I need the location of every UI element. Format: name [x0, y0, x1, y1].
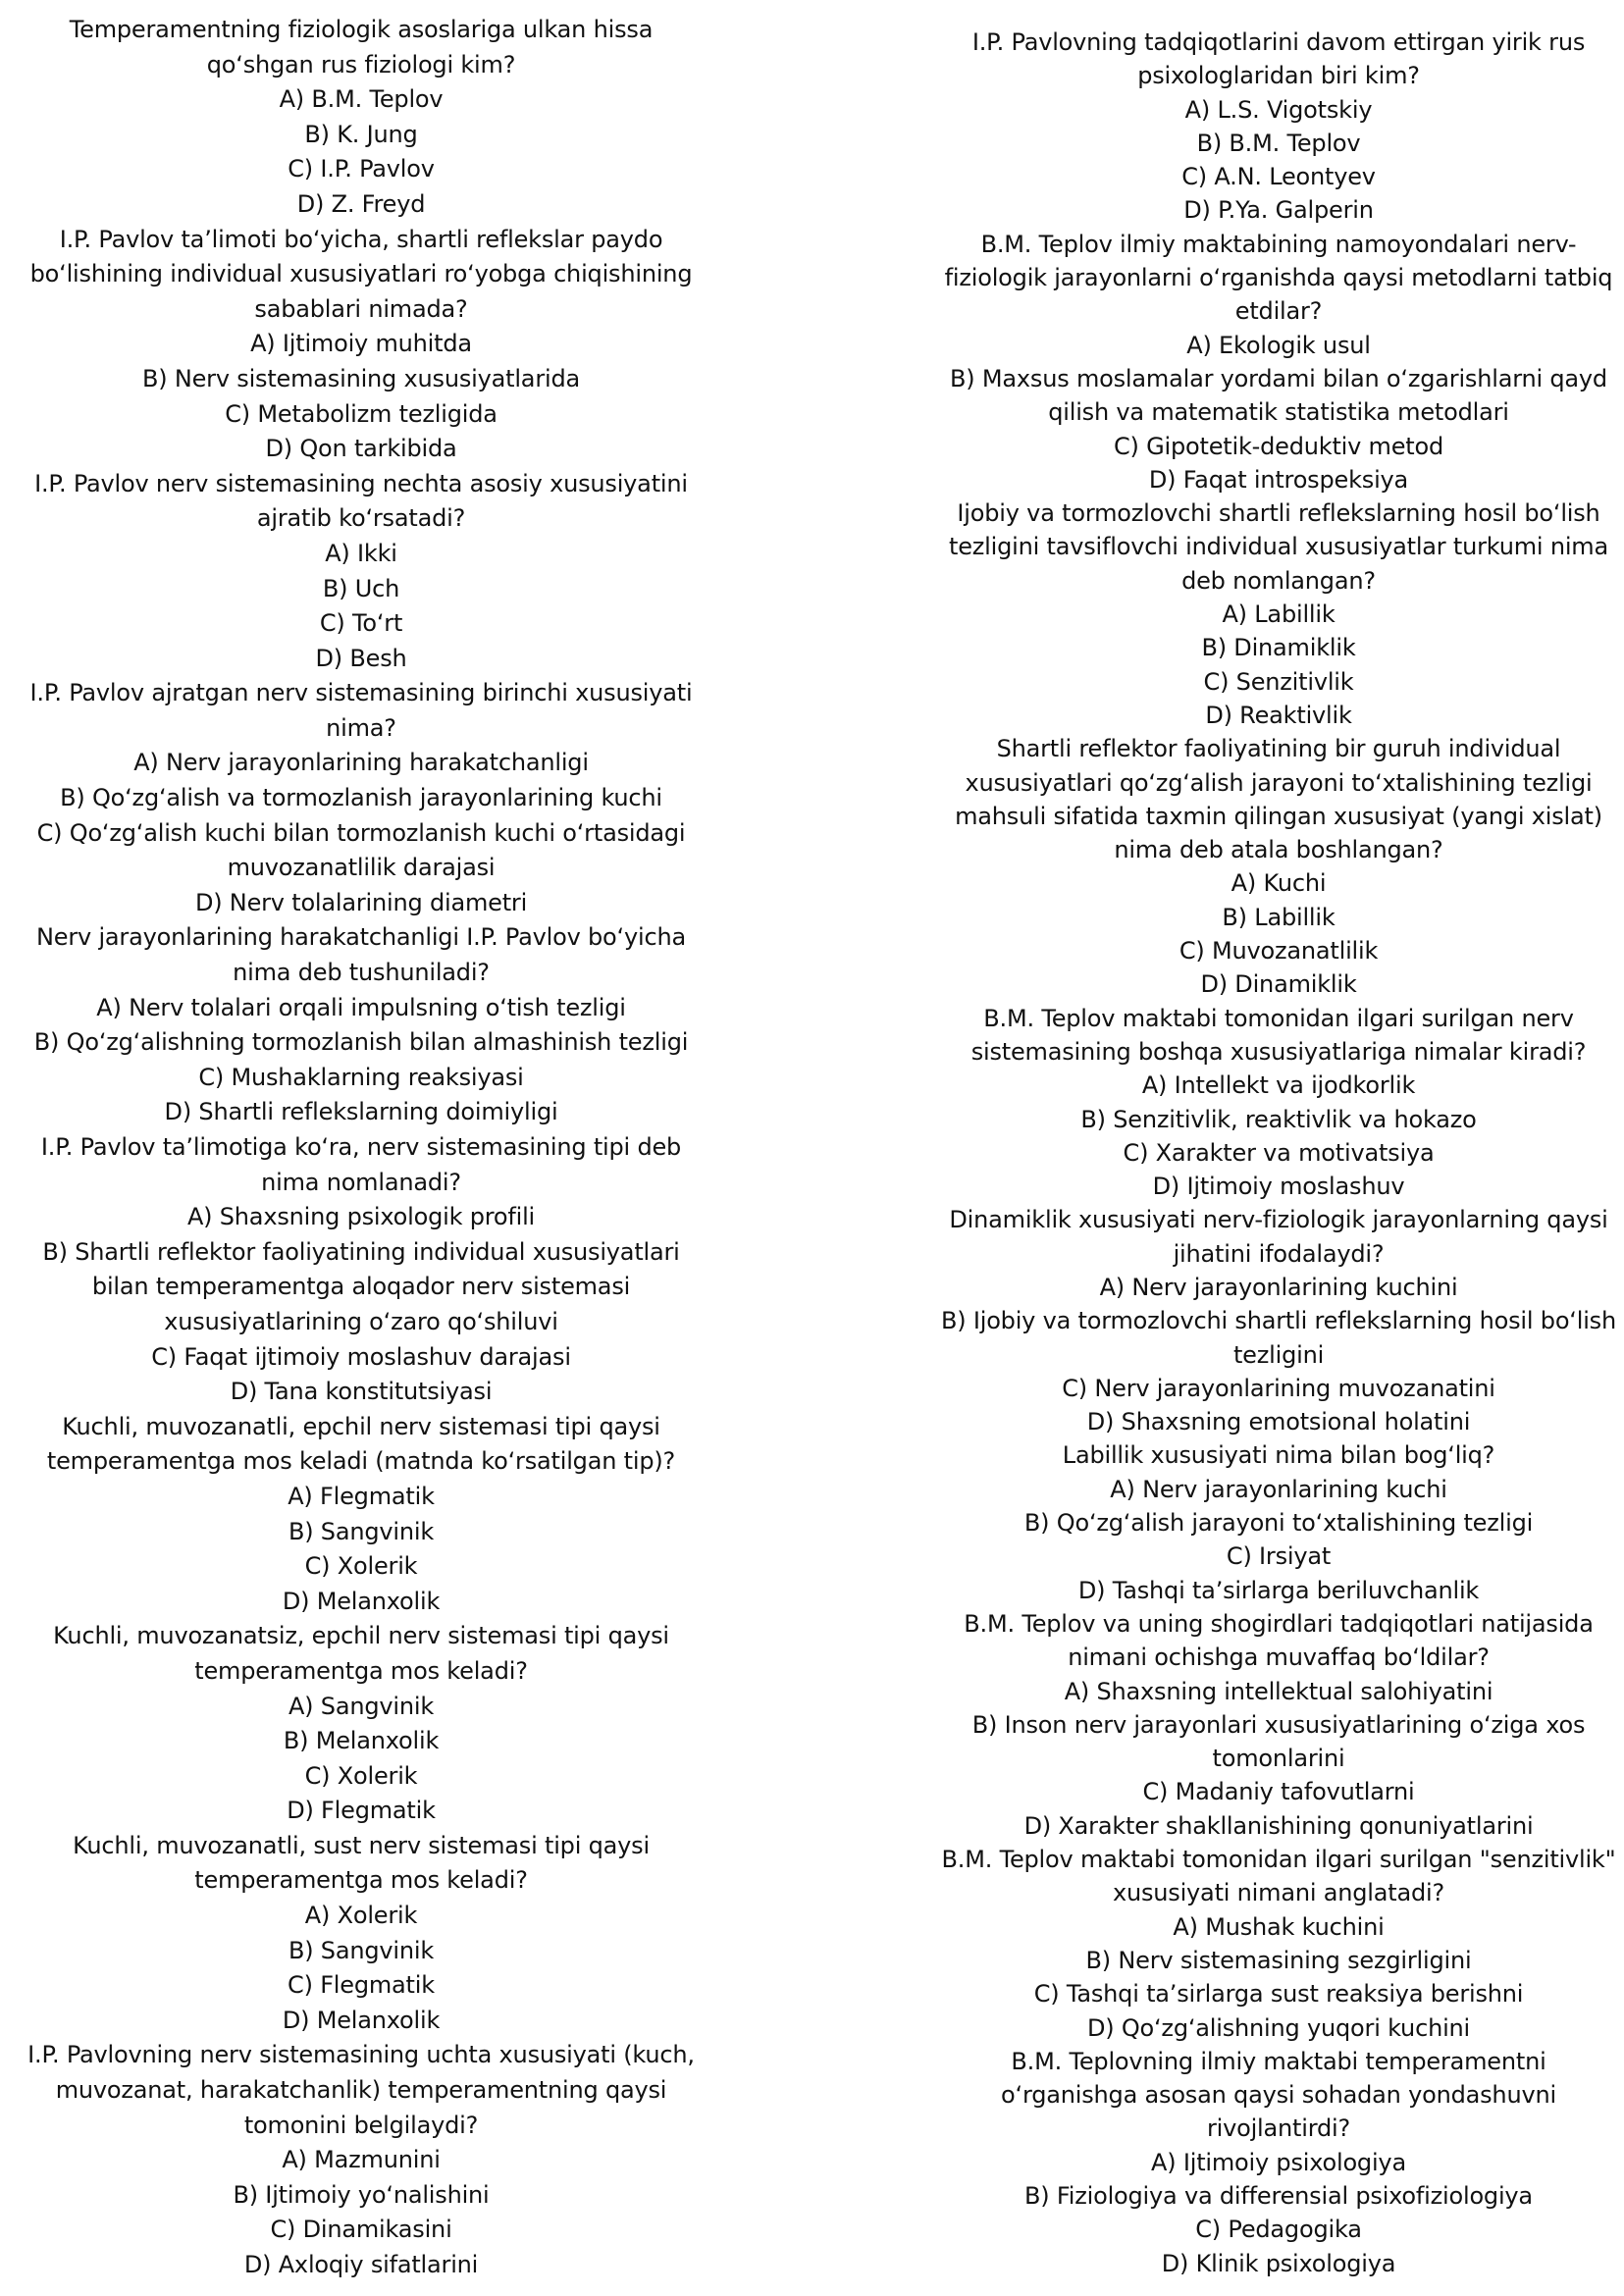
question-block — [940, 2045, 1617, 2280]
answer-option: D) Melanxolik — [282, 1587, 441, 1615]
answer-option: C) To‘rt — [319, 609, 403, 638]
question-block — [940, 26, 1617, 228]
answer-option: A) Nerv jarayonlarining kuchini — [1099, 1273, 1458, 1301]
question-text: Labillik xususiyati nima bilan bog‘liq? — [1062, 1441, 1495, 1470]
question-block — [940, 228, 1617, 496]
answer-option: D) Faqat introspeksiya — [1148, 465, 1409, 494]
question-text: Dinamiklik xususiyati nerv-fiziologik jarayonlarning qaysi jihatini ifodalaydi? — [949, 1206, 1608, 1268]
answer-option: C) Senzitivlik — [1203, 667, 1354, 696]
answer-option: A) L.S. Vigotskiy — [1184, 95, 1373, 124]
question-block — [18, 2038, 705, 2282]
answer-option: B) Qo‘zg‘alish jarayoni to‘xtalishining tezligi — [1023, 1509, 1534, 1538]
answer-option: B) Dinamiklik — [1201, 634, 1356, 662]
answer-option: C) Pedagogika — [1195, 2216, 1362, 2244]
answer-option: B) Ijobiy va tormozlovchi shartli reflekslarning hosil bo‘lish tezligini — [940, 1307, 1616, 1369]
answer-option: A) Kuchi — [1231, 869, 1327, 898]
answer-option: D) Ijtimoiy moslashuv — [1152, 1173, 1405, 1201]
answer-option: B) Sangvinik — [288, 1936, 435, 1964]
answer-option: C) Xolerik — [304, 1761, 418, 1790]
answer-option: B) B.M. Teplov — [1196, 129, 1361, 157]
question-text: B.M. Teplov maktabi tomonidan ilgari surilgan "senzitivlik" xususiyati nimani anglatadi? — [941, 1846, 1616, 1907]
answer-option: D) Xarakter shakllanishining qonuniyatlarini — [1023, 1811, 1534, 1840]
question-text: I.P. Pavlovning nerv sistemasining uchta xususiyati (kuch, muvozanat, harakatchanlik) temperamentning qaysi tomonini belgilaydi? — [27, 2041, 695, 2139]
answer-option: C) Muvozanatlilik — [1179, 937, 1379, 965]
answer-option: B) Sangvinik — [288, 1517, 435, 1545]
question-block — [18, 1619, 705, 1829]
right-question-column — [940, 0, 1617, 2280]
answer-option: B) Maxsus moslamalar yordami bilan o‘zgarishlarni qayd qilish va matematik statistika metodlari — [950, 364, 1607, 427]
answer-option: A) Nerv jarayonlarining harakatchanligi — [133, 749, 589, 777]
question-block — [940, 1203, 1617, 1438]
question-text: I.P. Pavlov ta’limoti bo‘yicha, shartli reflekslar paydo bo‘lishining individual xususiyatlari ro‘yobga chiqishining sabablari nimada? — [29, 225, 693, 323]
answer-option: D) Qo‘zg‘alishning yuqori kuchini — [1086, 2013, 1471, 2042]
answer-option: B) Uch — [322, 574, 400, 602]
question-block — [18, 1410, 705, 1620]
answer-option: B) Melanxolik — [283, 1727, 440, 1755]
answer-option: C) Metabolizm tezligida — [225, 399, 498, 428]
answer-option: C) Irsiyat — [1226, 1542, 1332, 1571]
answer-option: A) Shaxsning intellektual salohiyatini — [1064, 1677, 1493, 1705]
question-text: I.P. Pavlov nerv sistemasining nechta asosiy xususiyatini ajratib ko‘rsatadi? — [34, 469, 688, 533]
answer-option: B) Fiziologiya va differensial psixofiziologiya — [1024, 2182, 1533, 2210]
answer-option: B) Ijtimoiy yo‘nalishini — [233, 2180, 490, 2209]
question-block — [940, 1843, 1617, 2045]
answer-option: D) Besh — [315, 644, 407, 672]
answer-option: D) Tana konstitutsiyasi — [230, 1378, 493, 1406]
question-block — [18, 1829, 705, 2039]
answer-option: A) Labillik — [1222, 600, 1336, 629]
question-block — [940, 1607, 1617, 1843]
answer-option: D) Z. Freyd — [296, 189, 426, 218]
answer-option: D) P.Ya. Galperin — [1183, 196, 1374, 225]
answer-option: C) Gipotetik-deduktiv metod — [1113, 432, 1444, 460]
question-text: I.P. Pavlovning tadqiqotlarini davom ettirgan yirik rus psixologlaridan biri kim? — [971, 28, 1586, 90]
answer-option: A) Mushak kuchini — [1173, 1912, 1385, 1941]
question-block — [18, 920, 705, 1130]
answer-option: A) Shaxsning psixologik profili — [186, 1203, 536, 1231]
answer-option: C) Mushaklarning reaksiyasi — [198, 1063, 524, 1091]
answer-option: D) Reaktivlik — [1205, 701, 1352, 729]
question-text: I.P. Pavlov ta’limotiga ko‘ra, nerv sistemasining tipi deb nima nomlanadi? — [40, 1133, 682, 1196]
answer-option: D) Tashqi ta’sirlarga beriluvchanlik — [1077, 1576, 1480, 1604]
answer-option: A) Intellekt va ijodkorlik — [1141, 1071, 1416, 1100]
answer-option: A) Mazmunini — [282, 2146, 441, 2174]
answer-option: B) K. Jung — [304, 120, 418, 148]
answer-option: A) B.M. Teplov — [279, 85, 444, 114]
answer-option: D) Qon tarkibida — [265, 435, 457, 463]
answer-option: C) Tashqi ta’sirlarga sust reaksiya berishni — [1033, 1980, 1524, 2009]
question-block — [940, 1002, 1617, 1204]
answer-option: A) Ekologik usul — [1186, 331, 1371, 359]
answer-option: A) Ikki — [325, 539, 397, 567]
question-block — [18, 13, 705, 223]
question-block — [940, 1438, 1617, 1606]
answer-option: D) Axloqiy sifatlarini — [243, 2251, 479, 2278]
answer-option: B) Shartli reflektor faoliyatining individual xususiyatlari bilan temperamentga aloqador nerv sistemasi xususiyatlarining o‘zaro qo‘shiluvi — [42, 1237, 680, 1335]
answer-option: B) Labillik — [1222, 903, 1336, 931]
answer-option: D) Shaxsning emotsional holatini — [1086, 1408, 1471, 1436]
question-text: B.M. Teplovning ilmiy maktabi temperamentni o‘rganishga asosan qaysi sohadan yondashuvni rivojlantirdi? — [1001, 2047, 1556, 2143]
question-text: Shartli reflektor faoliyatining bir guruh individual xususiyatlari qo‘zg‘alish jarayoni to‘xtalishining tezligi mahsuli sifatida taxmin qilingan xususiyat (yangi xislat) nima deb atala boshlangan? — [955, 735, 1602, 864]
answer-option: B) Nerv sistemasining xususiyatlarida — [141, 364, 580, 392]
question-block — [18, 467, 705, 677]
question-text: Kuchli, muvozanatli, epchil nerv sistemasi tipi qaysi temperamentga mos keladi (matnda ko‘rsatilgan tip)? — [46, 1412, 676, 1476]
answer-option: A) Flegmatik — [288, 1482, 435, 1510]
question-text: Ijobiy va tormozlovchi shartli reflekslarning hosil bo‘lish tezligini tavsiflovchi individual xususiyatlar turkumi nima deb nomlangan? — [948, 499, 1608, 595]
question-text: B.M. Teplov va uning shogirdlari tadqiqotlari natijasida nimani ochishga muvaffaq bo‘ldilar? — [964, 1609, 1594, 1672]
question-block — [18, 1130, 705, 1410]
answer-option: C) Faqat ijtimoiy moslashuv darajasi — [151, 1342, 571, 1371]
question-text: Temperamentning fiziologik asoslariga ulkan hissa qo‘shgan rus fiziologi kim? — [69, 16, 654, 78]
answer-option: A) Nerv tolalari orqali impulsning o‘tish tezligi — [96, 993, 626, 1021]
answer-option: C) Flegmatik — [288, 1971, 435, 2000]
question-block — [940, 732, 1617, 1001]
question-text: B.M. Teplov ilmiy maktabining namoyondalari nerv-fiziologik jarayonlarni o‘rganishda qaysi metodlarni tatbiq etdilar? — [944, 230, 1613, 326]
answer-option: C) Dinamikasini — [270, 2216, 452, 2244]
answer-option: D) Melanxolik — [282, 2006, 441, 2034]
answer-option: B) Qo‘zg‘alish va tormozlanish jarayonlarining kuchi — [60, 784, 662, 812]
question-text: Kuchli, muvozanatli, sust nerv sistemasi tipi qaysi temperamentga mos keladi? — [73, 1831, 650, 1895]
answer-option: B) Qo‘zg‘alishning tormozlanish bilan almashinish tezligi — [33, 1028, 689, 1057]
question-text: Kuchli, muvozanatsiz, epchil nerv sistemasi tipi qaysi temperamentga mos keladi? — [53, 1622, 669, 1685]
answer-option: C) A.N. Leontyev — [1181, 163, 1376, 191]
answer-option: A) Xolerik — [304, 1902, 418, 1930]
answer-option: A) Ijtimoiy muhitda — [250, 330, 472, 358]
answer-option: D) Shartli reflekslarning doimiyligi — [164, 1098, 558, 1126]
answer-option: A) Nerv jarayonlarining kuchi — [1110, 1475, 1447, 1503]
answer-option: C) Xarakter va motivatsiya — [1123, 1138, 1435, 1167]
answer-option: B) Inson nerv jarayonlari xususiyatlarining o‘ziga xos tomonlarini — [971, 1710, 1586, 1773]
answer-option: D) Klinik psixologiya — [1161, 2249, 1396, 2277]
answer-option: C) Xolerik — [304, 1552, 418, 1581]
left-question-column — [18, 0, 705, 2283]
question-text: I.P. Pavlov ajratgan nerv sistemasining birinchi xususiyati nima? — [29, 679, 693, 742]
answer-option: C) Madaniy tafovutlarni — [1142, 1778, 1415, 1806]
question-block — [940, 496, 1617, 732]
question-text: Nerv jarayonlarining harakatchanligi I.P. Pavlov bo‘yicha nima deb tushuniladi? — [36, 923, 686, 987]
answer-option: A) Sangvinik — [288, 1692, 435, 1720]
answer-option: D) Nerv tolalarining diametri — [194, 888, 528, 916]
answer-option: C) Qo‘zg‘alish kuchi bilan tormozlanish kuchi o‘rtasidagi muvozanatlilik darajasi — [36, 818, 686, 882]
answer-option: C) I.P. Pavlov — [288, 155, 435, 183]
question-block — [18, 676, 705, 920]
answer-option: D) Flegmatik — [287, 1797, 436, 1825]
question-block — [18, 223, 705, 467]
answer-option: C) Nerv jarayonlarining muvozanatini — [1062, 1374, 1495, 1402]
answer-option: B) Senzitivlik, reaktivlik va hokazo — [1080, 1105, 1477, 1133]
question-text: B.M. Teplov maktabi tomonidan ilgari surilgan nerv sistemasining boshqa xususiyatlariga nimalar kiradi? — [970, 1004, 1587, 1066]
answer-option: D) Dinamiklik — [1200, 970, 1357, 999]
answer-option: A) Ijtimoiy psixologiya — [1151, 2148, 1406, 2176]
answer-option: B) Nerv sistemasining sezgirligini — [1085, 1946, 1472, 1974]
